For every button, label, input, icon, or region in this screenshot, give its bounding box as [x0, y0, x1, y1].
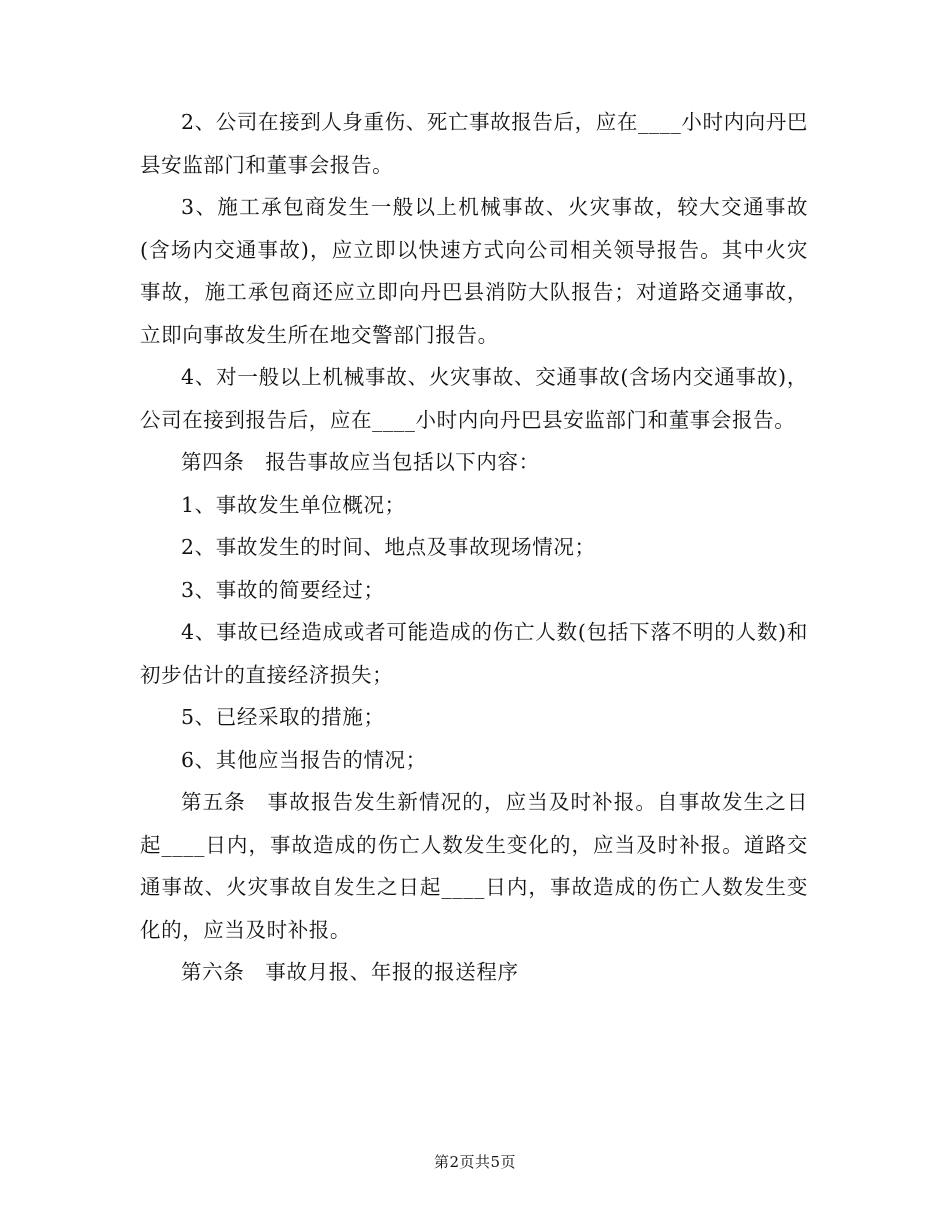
list-item-1: 1、事故发生单位概况； — [181, 492, 406, 517]
article-5-paragraph: 第五条 事故报告发生新情况的，应当及时补报。自事故发生之日起____日内，事故造成的伤亡人数发生变化的，应当及时补报。道路交通事故、火灾事故自发生之日起____日内，事故造成的伤亡人数发生变化的，应当及时补报。 — [140, 790, 808, 942]
article-4-heading: 第四条 报告事故应当包括以下内容： — [181, 450, 540, 474]
paragraph-item-3-contractor-report: 3、施工承包商发生一般以上机械事故、火灾事故，较大交通事故(含场内交通事故)，应立即以快速方式向公司相关领导报告。其中火灾事故，施工承包商还应立即向丹巴县消防大队报告；对道路交通事故，立即向事故发生所在地交警部门报告。 — [140, 195, 808, 347]
list-item-4: 4、事故已经造成或者可能造成的伤亡人数(包括下落不明的人数)和初步估计的直接经济损失； — [140, 620, 808, 687]
article-6-heading: 第六条 事故月报、年报的报送程序 — [181, 960, 519, 984]
list-item-6: 6、其他应当报告的情况； — [181, 747, 427, 772]
list-item-5: 5、已经采取的措施； — [181, 705, 385, 729]
list-item-2: 2、事故发生的时间、地点及事故现场情况； — [181, 535, 596, 559]
list-item-3: 3、事故的简要经过； — [181, 577, 385, 602]
paragraph-item-4-company-report: 4、对一般以上机械事故、火灾事故、交通事故(含场内交通事故)，公司在接到报告后，应在____小时内向丹巴县安监部门和董事会报告。 — [140, 365, 808, 432]
paragraph-item-2-report-timing: 2、公司在接到人身重伤、死亡事故报告后，应在____小时内向丹巴县安监部门和董事会报告。 — [140, 110, 808, 177]
page-number-footer: 第2页共5页 — [433, 1153, 517, 1171]
document-body — [140, 101, 808, 994]
